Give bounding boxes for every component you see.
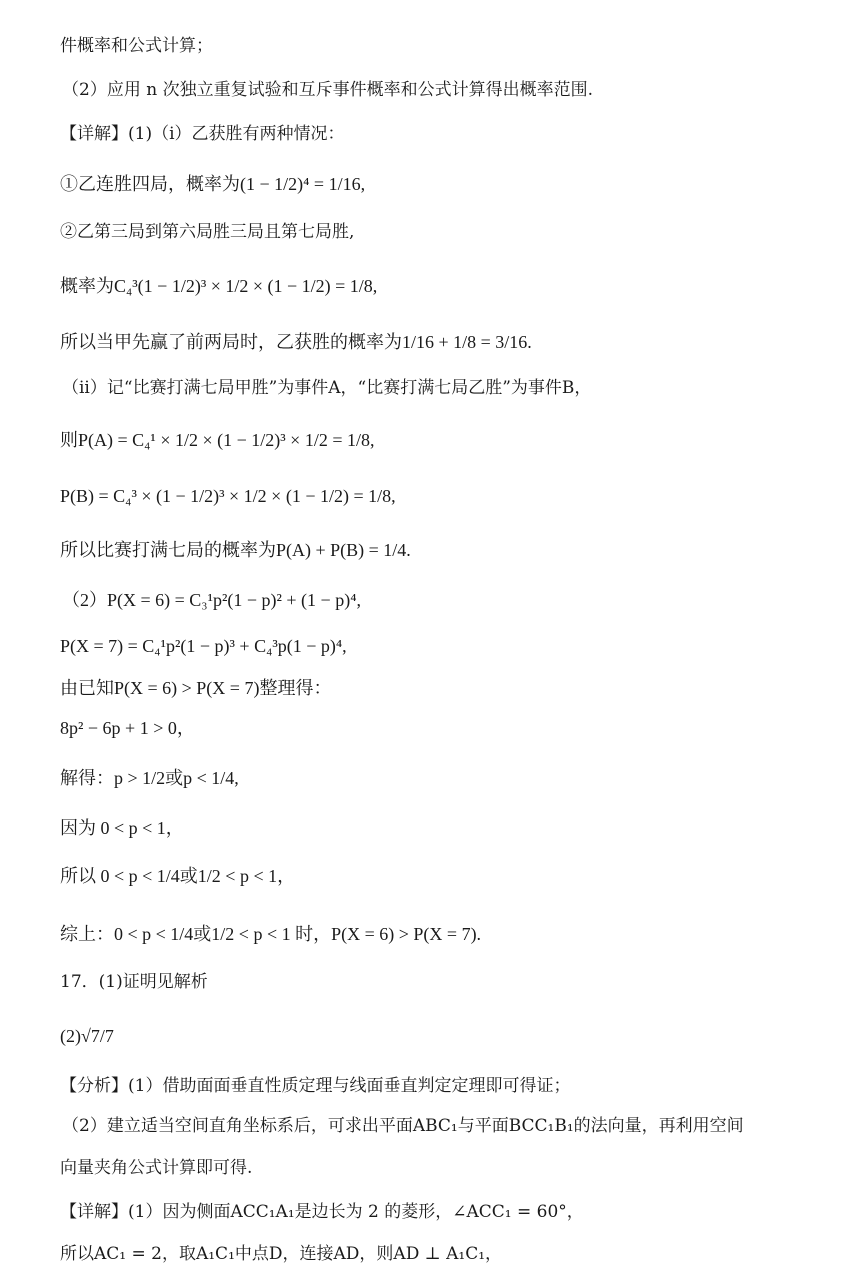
text-line: 【详解】(1)（i）乙获胜有两种情况： xyxy=(60,124,345,144)
text-line: ①乙连胜四局，概率为(1 − 1/2)⁴ = 1/16, xyxy=(60,174,366,194)
text-line: 【详解】(1）因为侧面ACC₁A₁是边长为 2 的菱形，∠ACC₁ = 60°， xyxy=(60,1202,584,1222)
text-line: （2）建立适当空间直角坐标系后，可求出平面ABC₁与平面BCC₁B₁的法向量，再利用空间 xyxy=(62,1116,744,1136)
text-line: 17．(1)证明见解析 xyxy=(60,972,208,992)
text-line: 所以当甲先赢了前两局时，乙获胜的概率为1/16 + 1/8 = 3/16. xyxy=(60,332,532,352)
text-line: 所以 0 < p < 1/4或1/2 < p < 1， xyxy=(60,866,296,886)
text-line: 概率为C₄³(1 − 1/2)³ × 1/2 × (1 − 1/2) = 1/8, xyxy=(60,276,378,296)
text-line: 【分析】(1）借助面面垂直性质定理与线面垂直判定定理即可得证； xyxy=(60,1076,571,1096)
text-line: P(B) = C₄³ × (1 − 1/2)³ × 1/2 × (1 − 1/2) = 1/8, xyxy=(60,486,396,506)
text-line: 所以AC₁ = 2，取A₁C₁中点D，连接AD，则AD ⊥ A₁C₁， xyxy=(60,1244,503,1264)
text-line: 则P(A) = C₄¹ × 1/2 × (1 − 1/2)³ × 1/2 = 1/8, xyxy=(60,430,375,450)
text-line: (2)√7/7 xyxy=(60,1026,114,1046)
text-line: 向量夹角公式计算即可得. xyxy=(60,1158,253,1178)
text-line: 8p² − 6p + 1 > 0， xyxy=(60,718,195,738)
text-line: （2）P(X = 6) = C₃¹p²(1 − p)² + (1 − p)⁴, xyxy=(62,590,361,610)
text-line: P(X = 7) = C₄¹p²(1 − p)³ + C₄³p(1 − p)⁴, xyxy=(60,636,347,656)
text-line: 综上：0 < p < 1/4或1/2 < p < 1 时，P(X = 6) > P(X = 7). xyxy=(60,924,482,944)
text-line: （2）应用 n 次独立重复试验和互斥事件概率和公式计算得出概率范围. xyxy=(62,80,593,100)
text-line: 件概率和公式计算； xyxy=(60,36,213,56)
text-line: ②乙第三局到第六局胜三局且第七局胜, xyxy=(60,222,355,242)
text-line: 因为 0 < p < 1， xyxy=(60,818,184,838)
text-line: 所以比赛打满七局的概率为P(A) + P(B) = 1/4. xyxy=(60,540,411,560)
text-line: （ii）记“比赛打满七局甲胜”为事件A，“比赛打满七局乙胜”为事件B， xyxy=(62,378,592,398)
text-line: 由已知P(X = 6) > P(X = 7)整理得： xyxy=(60,678,332,698)
text-line: 解得：p > 1/2或p < 1/4, xyxy=(60,768,239,788)
